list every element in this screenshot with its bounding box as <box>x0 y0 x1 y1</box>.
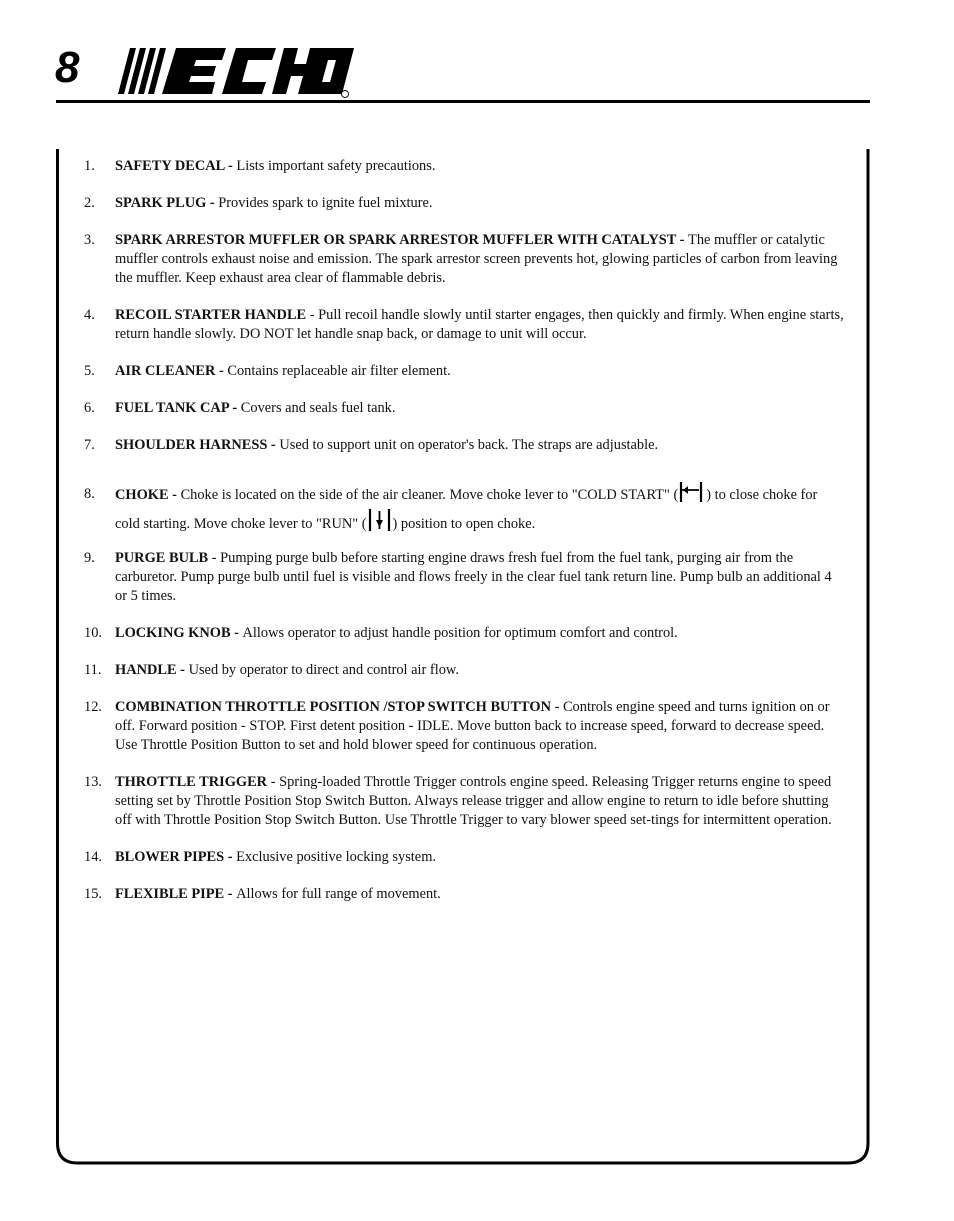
header-rule <box>56 100 870 103</box>
list-item <box>84 157 844 176</box>
item-description: - Spring-loaded Throttle Trigger controls engine speed. Releasing Trigger returns engine to speed setting set by Throttle Position Stop Switch Button. Always release trigger and allow engine to return to idle before shutting off with Throttle Position Stop Switch Button. Use Throttle Trigger to vary blower speed set-tings for intermittent operation. <box>115 774 832 828</box>
item-term: SPARK PLUG - <box>115 195 219 211</box>
list-item <box>84 362 844 381</box>
echo-logo <box>116 44 356 100</box>
item-number: 1. <box>84 158 95 174</box>
list-item <box>84 848 844 867</box>
item-number: 13. <box>84 774 102 790</box>
list-item <box>84 549 844 606</box>
item-description: - Pull recoil handle slowly until starter engages, then quickly and firmly. When engine starts, return handle slowly. DO NOT let handle snap back, or damage to unit will occur. <box>115 307 844 342</box>
choke-run-icon <box>368 508 392 532</box>
item-term: PURGE BULB <box>115 550 209 566</box>
item-description: The muffler or catalytic muffler controls exhaust noise and emission. The spark arrestor screen prevents hot, glowing particles of carbon from leaving the muffler. Keep exhaust area clear of flammable debris. <box>115 232 838 286</box>
item-term: RECOIL STARTER HANDLE <box>115 307 307 323</box>
item-term: FLEXIBLE PIPE - <box>115 886 237 902</box>
page-number: 8 <box>55 43 80 92</box>
item-description: Allows operator to adjust handle position for optimum comfort and control. <box>242 625 678 641</box>
item-description: Used by operator to direct and control air flow. <box>188 662 459 678</box>
item-number: 12. <box>84 699 102 715</box>
item-term: FUEL TANK CAP - <box>115 400 241 416</box>
list-item <box>84 399 844 418</box>
list-item <box>84 481 844 537</box>
item-term: HANDLE - <box>115 662 189 678</box>
list-item <box>84 194 844 213</box>
item-description: Contains replaceable air filter element. <box>227 363 451 379</box>
item-term: THROTTLE TRIGGER <box>115 774 268 790</box>
item-number: 15. <box>84 886 102 902</box>
list-item <box>84 231 844 288</box>
list-item <box>84 885 844 904</box>
item-description: - Controls engine speed and turns ignition on or off. Forward position - STOP. First detent position - IDLE. Move button back to increase speed, forward to decrease speed. Use Throttle Position Button to set and hold blower speed for continuous operation. <box>115 699 830 753</box>
item-term: SPARK ARRESTOR MUFFLER OR SPARK ARRESTOR MUFFLER WITH CATALYST - <box>115 232 689 248</box>
list-item <box>84 698 844 755</box>
item-number: 7. <box>84 437 95 453</box>
item-term: BLOWER PIPES - <box>115 849 237 865</box>
item-description: Covers and seals fuel tank. <box>240 400 396 416</box>
choke-cold-start-icon <box>679 481 705 503</box>
item-term: SAFETY DECAL - <box>115 158 237 174</box>
item-number: 14. <box>84 849 102 865</box>
list-item <box>84 661 844 680</box>
item-description: - Pumping purge bulb before starting engine draws fresh fuel from the fuel tank, purging air from the carburetor. Pump purge bulb until fuel is visible and flows freely in the clear fuel tank return line. Pump bulb an additional 4 or 5 times. <box>115 550 832 604</box>
item-term: AIR CLEANER - <box>115 363 228 379</box>
item-number: 11. <box>84 662 102 678</box>
item-description: Lists important safety precautions. <box>236 158 436 174</box>
item-number: 2. <box>84 195 95 211</box>
list-item <box>84 436 844 455</box>
item-description: Provides spark to ignite fuel mixture. <box>218 195 433 211</box>
item-description: Exclusive positive locking system. <box>236 849 436 865</box>
list-item <box>84 624 844 643</box>
item-number: 5. <box>84 363 95 379</box>
item-number: 3. <box>84 232 95 248</box>
item-term: COMBINATION THROTTLE POSITION /STOP SWITCH BUTTON <box>115 699 551 715</box>
item-term: LOCKING KNOB - <box>115 625 243 641</box>
item-number: 4. <box>84 307 95 323</box>
item-number: 6. <box>84 400 95 416</box>
item-number: 8. <box>84 486 95 502</box>
item-term: CHOKE - <box>115 487 181 503</box>
item-term: SHOULDER HARNESS - <box>115 437 280 453</box>
item-number: 10. <box>84 625 102 641</box>
item-description: ) to close choke for cold starting. Move choke lever to "RUN" ( <box>115 487 818 532</box>
item-description: Used to support unit on operator's back. The straps are adjustable. <box>279 437 659 453</box>
parts-list <box>84 157 844 922</box>
list-item <box>84 773 844 830</box>
item-number: 9. <box>84 550 95 566</box>
item-description: ) position to open choke. <box>392 516 536 532</box>
echo-logo-graphic <box>116 44 356 100</box>
item-description: Allows for full range of movement. <box>236 886 441 902</box>
item-description: Choke is located on the side of the air cleaner. Move choke lever to "COLD START" ( <box>180 487 679 503</box>
list-item <box>84 306 844 344</box>
